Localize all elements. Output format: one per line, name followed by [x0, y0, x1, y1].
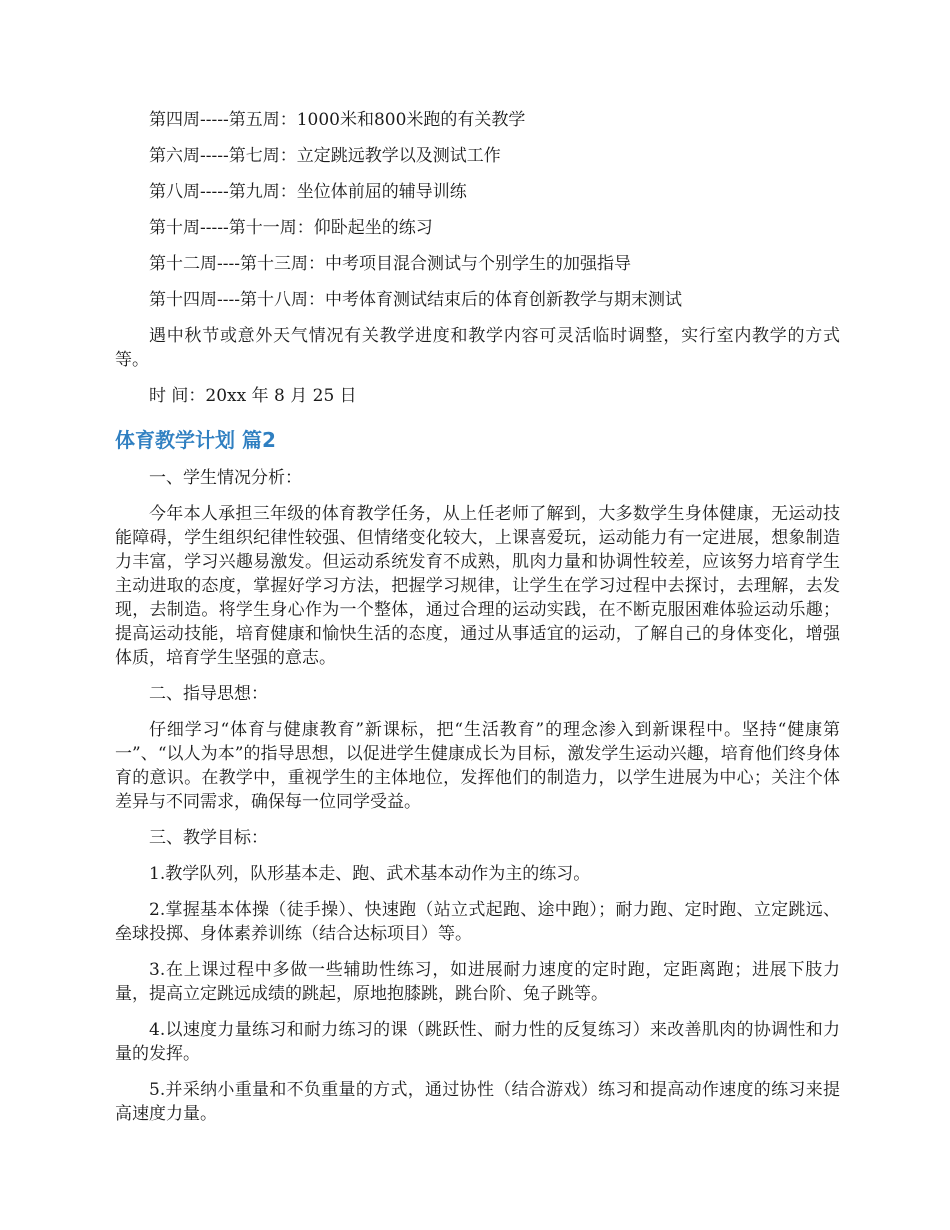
schedule-item: 第十四周----第十八周：中考体育测试结束后的体育创新教学与期末测试 [149, 290, 682, 310]
goal-item: 2.掌握基本体操（徒手操）、快速跑（站立式起跑、途中跑）；耐力跑、定时跑、立定跳远、垒球投掷、身体素养训练（结合达标项目）等。 [115, 900, 840, 944]
schedule-item: 第十二周----第十三周：中考项目混合测试与个别学生的加强指导 [149, 254, 631, 274]
document-page [115, 108, 840, 1138]
schedule-item: 第八周-----第九周：坐位体前屈的辅导训练 [149, 182, 467, 202]
goal-item: 3.在上课过程中多做一些辅助性练习，如进展耐力速度的定时跑，定距离跑；进展下肢力量，提高立定跳远成绩的跳起，原地抱膝跳，跳台阶、兔子跳等。 [115, 960, 840, 1004]
schedule-item: 第四周-----第五周：1000米和800米跑的有关教学 [149, 110, 526, 130]
goal-item: 1.教学队列，队形基本走、跑、武术基本动作为主的练习。 [149, 864, 591, 884]
section-heading-guiding-thought: 二、指导思想： [149, 684, 268, 704]
schedule-list [115, 108, 840, 312]
section-title: 体育教学计划 篇2 [115, 428, 276, 452]
schedule-item: 第十周-----第十一周：仰卧起坐的练习 [149, 218, 433, 238]
goal-item: 5.并采纳小重量和不负重量的方式，通过协性（结合游戏）练习和提高动作速度的练习来提高速度力量。 [115, 1080, 840, 1124]
guiding-thought-body: 仔细学习“体育与健康教育”新课标，把“生活教育”的理念渗入到新课程中。坚持“健康第一”、“以人为本”的指导思想，以促进学生健康成长为目标，激发学生运动兴趣，培育他们终身体育的意识。在教学中，重视学生的主体地位，发挥他们的制造力，以学生进展为中心；关注个体差异与不同需求，确保每一位同学受益。 [115, 720, 840, 812]
section-heading-student-analysis: 一、学生情况分析： [149, 468, 302, 488]
section-heading-teaching-goals: 三、教学目标： [149, 828, 268, 848]
goal-item: 4.以速度力量练习和耐力练习的课（跳跃性、耐力性的反复练习）来改善肌肉的协调性和力量的发挥。 [115, 1020, 840, 1064]
adjustment-note: 遇中秋节或意外天气情况有关教学进度和教学内容可灵活临时调整，实行室内教学的方式等。 [115, 326, 840, 370]
date-line: 时 间：20xx 年 8 月 25 日 [149, 386, 357, 406]
student-analysis-body: 今年本人承担三年级的体育教学任务，从上任老师了解到，大多数学生身体健康，无运动技能障碍，学生组织纪律性较强、但情绪变化较大，上课喜爱玩，运动能力有一定进展，想象制造力丰富，学习兴趣易激发。但运动系统发育不成熟，肌肉力量和协调性较差，应该努力培育学生主动进取的态度，掌握好学习方法，把握学习规律，让学生在学习过程中去探讨，去理解，去发现，去制造。将学生身心作为一个整体，通过合理的运动实践，在不断克服困难体验运动乐趣；提高运动技能，培育健康和愉快生活的态度，通过从事适宜的运动，了解自己的身体变化，增强体质，培育学生坚强的意志。 [115, 504, 840, 668]
schedule-item: 第六周-----第七周：立定跳远教学以及测试工作 [149, 146, 501, 166]
